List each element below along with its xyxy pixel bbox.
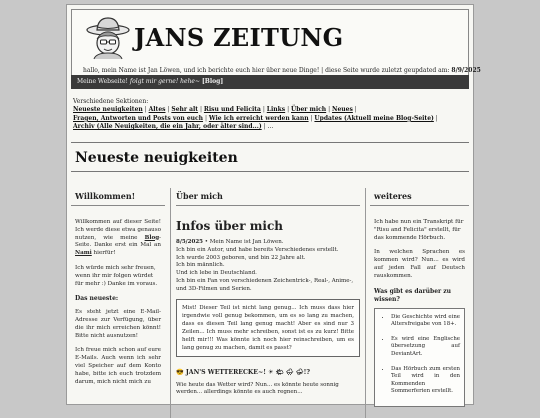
about-facts: 8/5/2025 • Mein Name ist Jan Löwen. Ich bin ein Autor, und habe bereits Verschiedenes erstellt. Ich wurde 2003 geboren, und bin 22 Jahre alt. Ich bin männlich. Und ich lebe in Deutschland. Ich bin ein Fan von verschiedenen Zeichentrick-, Real-, Anime-, und 3D-Filmen und Serien. [176, 239, 360, 294]
about-heading: Über mich [176, 188, 360, 206]
blog-inline-link[interactable]: Blog [144, 234, 160, 241]
weather-text: Wie heute das Wetter wird? Nun... es könnte heute sonnig werden... allerdings könnte es auch regnen... [176, 381, 339, 396]
nav-link-neues[interactable]: Neues [332, 106, 353, 114]
languages-paragraph: In welchen Sprachen es kommen wird? Nun... es wird auf jeden Fall auf Deutsch rauskommen. [374, 249, 465, 279]
about-line: Ich wurde 2003 geboren, und bin 22 Jahre alt. [176, 254, 306, 261]
site-title: JANS ZEITUNG [134, 23, 344, 52]
nav-link-updates[interactable]: Updates (Aktuell meine Blog-Seite) [314, 114, 434, 122]
divider-heading [71, 171, 469, 172]
blog-bar-text: Meine Webseite! [77, 78, 128, 85]
nav-link-sehr-alt[interactable]: Sehr alt [171, 106, 199, 114]
welcome-paragraph: Willkommen auf dieser Seite! Ich werde diese etwa genauso nutzen, wie meine Blog-Seite. Danke erst ein Mal an Nami hierfür! [75, 219, 161, 257]
welcome-heading: Willkommen! [71, 188, 165, 206]
about-date: 8/5/2025 [176, 239, 203, 245]
news-subheading: Das neueste: [75, 295, 119, 303]
divider-top [71, 142, 469, 143]
about-line: Ich bin ein Fan von verschiedenen Zeichentrick-, Real-, Anime-, und 3D-Filmen und Serien. [176, 277, 354, 292]
cowboy-hat-portrait-icon [85, 15, 131, 61]
notice-box: Mist! Dieser Teil ist nicht lang genug... Ich muss dass hier irgendwie voll genug bekommen, um es so lang zu machen, dass es diesen Teil lang genug macht! Aber es sind nur 3 Zeilen... Ich muss mehr schreiben, sonst ist es zu kurz! Bitte helft mir!!! Was könnte ich noch hier reinschreiben, um es lang genug zu machen, damit es passt? [176, 299, 360, 357]
more-heading: weiteres [370, 188, 469, 206]
about-column [170, 188, 366, 418]
tagline-text: hallo, mein Name ist Jan Löwen, und ich berichte euch hier über neue Dinge! | diese Seite wurde zuletzt geupdated am: [83, 67, 450, 74]
site-tagline [83, 67, 481, 74]
list-item: • Das Hörbuch zum ersten Teil wird in den Kommenden Sommerferien erstellt. [391, 366, 460, 396]
page-container [66, 4, 481, 405]
blog-link[interactable]: [Blog] [201, 78, 224, 85]
more-column [370, 188, 469, 418]
section-nav-label: Verschiedene Sektionen: [73, 98, 149, 105]
page-heading: Neueste neuigkeiten [75, 150, 238, 166]
weather-heading: 😎 JAN'S WETTERECKE~! ☀ 🌤 🌧 ⛈!? [176, 368, 310, 376]
nav-link-ueber-mich[interactable]: Über mich [291, 106, 327, 114]
masthead [71, 9, 481, 78]
nav-link-erreichen[interactable]: Wie ich erreicht werden kann [208, 114, 309, 122]
nav-link-risu-felicita[interactable]: Risu und Felicita [203, 106, 261, 114]
nav-link-neueste[interactable]: Neueste neuigkeiten [73, 106, 143, 114]
nami-link[interactable]: Nami [75, 250, 92, 257]
updated-date: 8/9/2025 [451, 67, 481, 74]
about-line: Und ich lebe in Deutschland. [176, 270, 257, 277]
follow-paragraph: Ich würde mich sehr freuen, wenn ihr mir folgen würdet für mehr :) Danke im voraus. [75, 264, 158, 287]
list-item: • Es wird eine Englische übersetzung auf DeviantArt. [391, 336, 460, 359]
blog-bar-italic: folgt mir gerne! hehe~ [129, 78, 201, 85]
list-item: • Die Geschichte wird eine Altersfreigabe von 18+. [391, 314, 460, 329]
question-heading: Was gibt es darüber zu wissen? [374, 287, 452, 303]
nav-link-altes[interactable]: Altes [148, 106, 166, 114]
about-line: Ich bin ein Autor, und habe bereits Verschiedenes erstellt. [176, 246, 339, 253]
about-line: Ich bin männlich. [176, 262, 225, 269]
email-paragraph-2: Ich freue mich schon auf eure E-Mails. Auch wenn ich sehr viel Speicher auf dem Konto habe, bitte ich euch trotzdem darum, mich nicht mich zu [75, 347, 161, 385]
about-title: Infos über mich [176, 219, 283, 233]
transcript-paragraph: Ich habe nun ein Transkript für "Risu and Felicita" erstellt, für das kommende Hörbuch. [374, 219, 464, 241]
nav-link-links[interactable]: Links [266, 106, 286, 114]
email-paragraph: Es steht jetzt eine E-Mail-Adresse zur Verfügung, über die ihr mich erreichen könnt! Bitte nicht ausnutzen! [75, 309, 161, 339]
nav-ellipsis: ... [267, 123, 274, 131]
section-nav: Verschiedene Sektionen: Neueste neuigkeiten | Altes | Sehr alt | Risu und Felicita | Links | Über mich | Neues | Fragen, Antworten und Posts von euch | Wie ich erreicht werden kann | Updates (Aktuell meine Blog-Seite) | Archiv (Alle Neuigkeiten, die ein Jahr, oder älter sind...) | ... [71, 98, 469, 132]
facts-box [374, 308, 465, 407]
nav-link-archiv[interactable]: Archiv (Alle Neuigkeiten, die ein Jahr, oder älter sind...) [73, 123, 262, 131]
nav-link-fragen[interactable]: Fragen, Antworten und Posts von euch [73, 114, 204, 122]
welcome-column [71, 188, 165, 418]
blog-bar [71, 75, 469, 89]
